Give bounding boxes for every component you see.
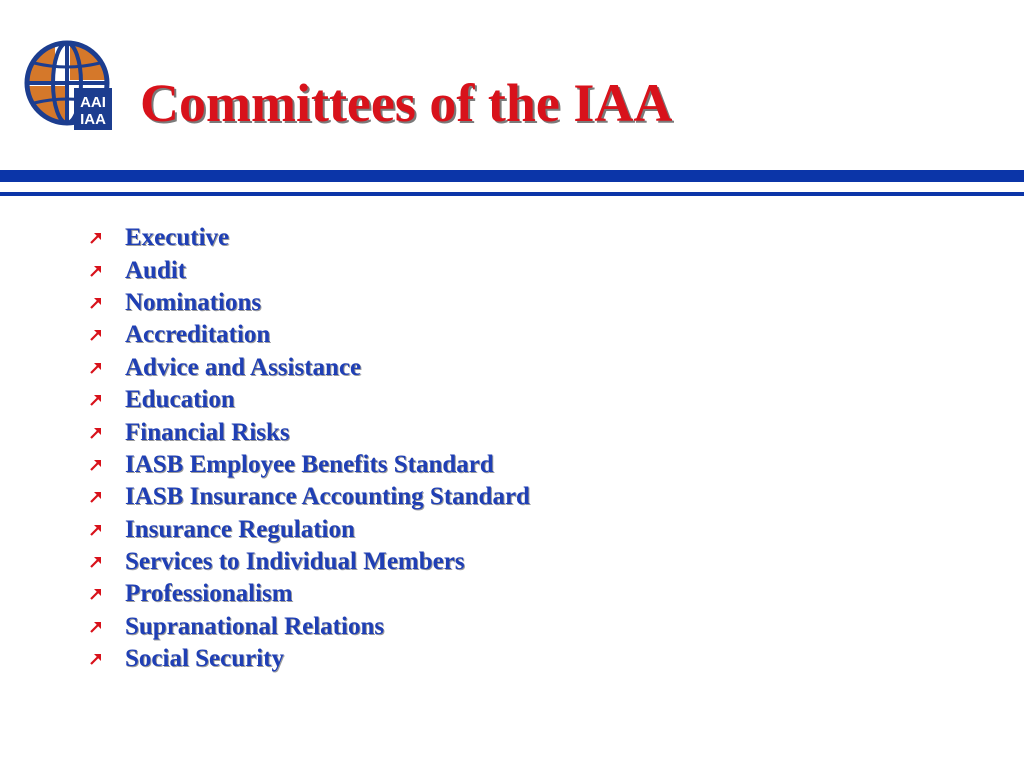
- title-divider-thick: [0, 170, 1024, 182]
- committee-label: Advice and Assistance: [125, 353, 362, 381]
- arrow-up-right-icon: [88, 578, 125, 610]
- arrow-up-right-icon: [88, 384, 125, 416]
- committee-label: Audit: [125, 256, 187, 284]
- slide-title: Committees of the IAA: [140, 73, 673, 133]
- committee-label: Accreditation: [125, 321, 271, 349]
- committee-item-3: [88, 287, 530, 319]
- committee-item-2: [88, 254, 530, 286]
- committee-label: Social Security: [125, 645, 285, 673]
- arrow-up-right-icon: [88, 643, 125, 675]
- arrow-up-right-icon: [88, 514, 125, 546]
- arrow-up-right-icon: [88, 449, 125, 481]
- arrow-up-right-icon: [88, 319, 125, 351]
- committee-label: Financial Risks: [125, 418, 290, 446]
- committee-label: Nominations: [125, 288, 262, 316]
- committee-label: Executive: [125, 224, 230, 252]
- committee-label: IASB Insurance Accounting Standard: [125, 483, 530, 511]
- committee-item-9: [88, 481, 530, 513]
- committee-item-13: [88, 611, 530, 643]
- committee-item-4: [88, 319, 530, 351]
- committee-label: Services to Individual Members: [125, 548, 465, 576]
- committee-label: IASB Employee Benefits Standard: [125, 450, 494, 478]
- logo-text-iaa: IAA: [80, 111, 106, 128]
- globe-logo-icon: [22, 36, 112, 130]
- committee-item-8: [88, 449, 530, 481]
- arrow-up-right-icon: [88, 546, 125, 578]
- committee-item-1: [88, 222, 530, 254]
- committee-list: [88, 222, 530, 675]
- arrow-up-right-icon: [88, 417, 125, 449]
- title-divider-thin: [0, 192, 1024, 196]
- logo-text-aai: AAI: [80, 94, 106, 111]
- committee-item-10: [88, 514, 530, 546]
- committee-label: Supranational Relations: [125, 612, 385, 640]
- arrow-up-right-icon: [88, 481, 125, 513]
- committee-item-14: [88, 643, 530, 675]
- arrow-up-right-icon: [88, 611, 125, 643]
- committee-label: Professionalism: [125, 580, 293, 608]
- committee-item-12: [88, 578, 530, 610]
- arrow-up-right-icon: [88, 352, 125, 384]
- arrow-up-right-icon: [88, 255, 125, 287]
- committee-item-6: [88, 384, 530, 416]
- committee-item-7: [88, 416, 530, 448]
- committee-item-11: [88, 546, 530, 578]
- committee-item-5: [88, 352, 530, 384]
- committee-label: Education: [125, 386, 235, 414]
- arrow-up-right-icon: [88, 287, 125, 319]
- iaa-logo: [22, 36, 112, 130]
- committee-label: Insurance Regulation: [125, 515, 355, 543]
- arrow-up-right-icon: [88, 222, 125, 254]
